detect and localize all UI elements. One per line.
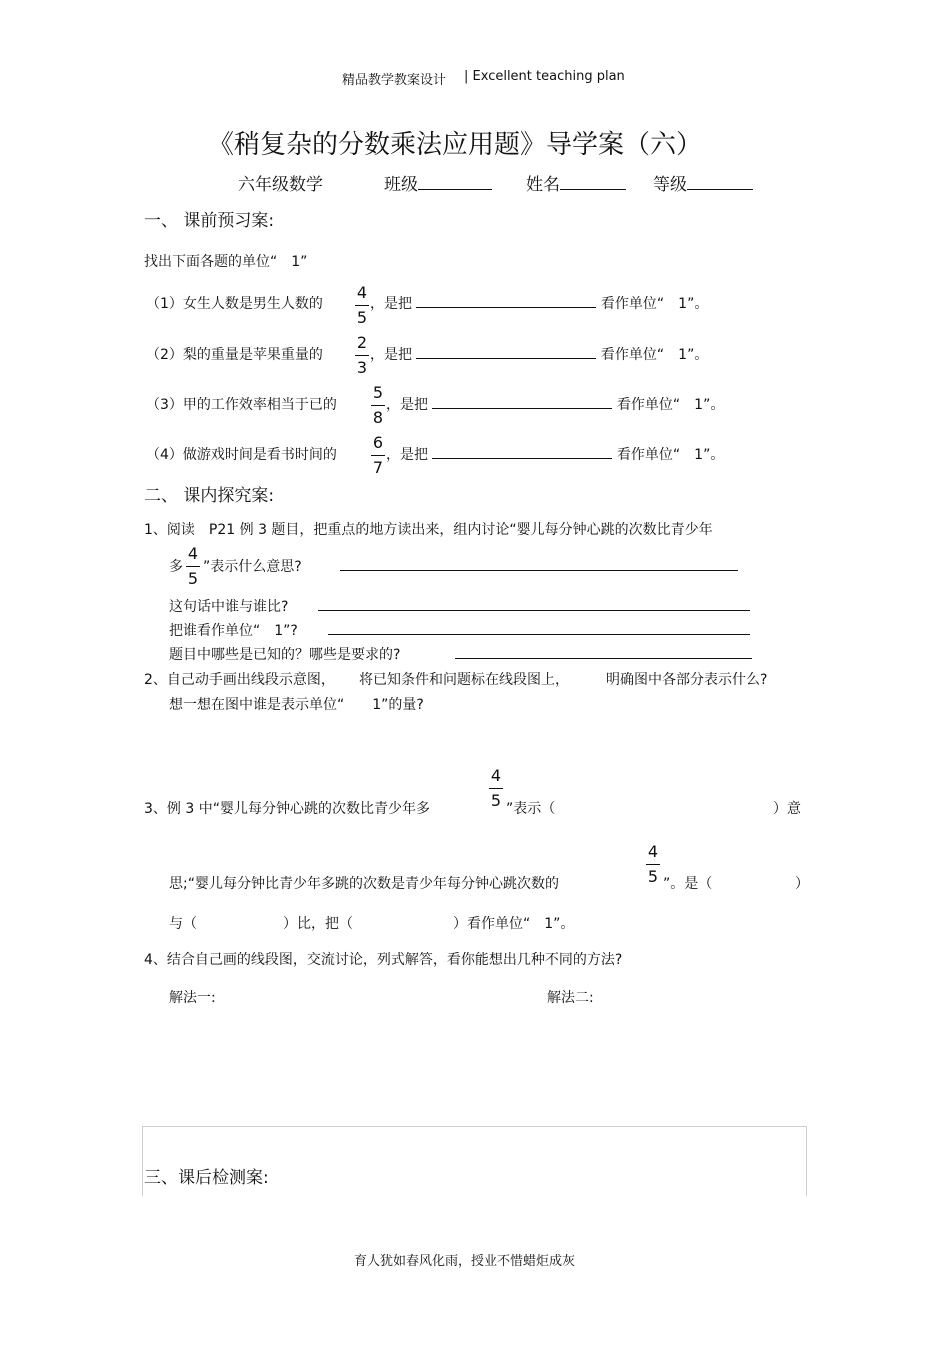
q3-numerator: 4 bbox=[490, 766, 502, 785]
name-field bbox=[526, 170, 626, 195]
item2-prefix: （2）梨的重量是苹果重量的 bbox=[146, 347, 323, 363]
item1-numerator: 4 bbox=[356, 283, 368, 302]
page-title: 《稍复杂的分数乘法应用题》导学案（六） bbox=[208, 130, 703, 160]
name-label: 姓名 bbox=[526, 175, 560, 195]
q2-line1b: 将已知条件和问题标在线段图上， bbox=[359, 672, 569, 688]
q1-answer-line bbox=[340, 570, 738, 571]
item3-prefix: （3）甲的工作效率相当于已的 bbox=[146, 397, 337, 413]
q1-line2-prefix: 多 bbox=[169, 559, 183, 575]
item3-denominator: 8 bbox=[372, 408, 384, 427]
level-field bbox=[653, 170, 753, 195]
item3-numerator: 5 bbox=[372, 383, 384, 402]
q3-denominator2: 5 bbox=[647, 867, 659, 886]
class-label: 班级 bbox=[384, 175, 418, 195]
item1-answer bbox=[370, 293, 708, 313]
q3-line3-b: ）比，把（ bbox=[283, 916, 353, 932]
item2-answer bbox=[370, 344, 708, 364]
q3-line2-end: ） bbox=[795, 876, 809, 892]
item2-fraction bbox=[354, 335, 370, 376]
item4-denominator: 7 bbox=[372, 458, 384, 477]
header-left: 精品教学教案设计 bbox=[342, 73, 447, 88]
item1-blank bbox=[416, 293, 596, 308]
section1-heading: 一、 课前预习案: bbox=[144, 211, 275, 231]
level-blank bbox=[687, 175, 753, 190]
q3-line2-prefix: 思;“婴儿每分钟比青少年多跳的次数是青少年每分钟心跳次数的 bbox=[169, 876, 559, 892]
q4-line1: 4、结合自己画的线段图，交流讨论，列式解答，看你能想出几种不同的方法? bbox=[144, 952, 623, 968]
q3-line2-suffix: ”。是（ bbox=[663, 876, 713, 892]
item4-blank bbox=[432, 444, 612, 459]
item1-mid: ，是把 bbox=[370, 296, 412, 312]
item4-mid: ，是把 bbox=[386, 447, 428, 463]
class-field bbox=[384, 170, 492, 195]
section3-box-left bbox=[142, 1126, 143, 1196]
item3-blank bbox=[432, 394, 612, 409]
q2-line1a: 2、自己动手画出线段示意图， bbox=[144, 672, 335, 688]
q1-line2-suffix: ”表示什么意思? bbox=[203, 559, 302, 575]
section3-box-right bbox=[806, 1126, 807, 1196]
item2-blank bbox=[416, 344, 596, 359]
q3-fraction2 bbox=[645, 844, 661, 885]
item2-denominator: 3 bbox=[356, 358, 368, 377]
item4-fraction bbox=[370, 435, 386, 476]
section1-intro: 找出下面各题的单位“ 1” bbox=[144, 254, 308, 270]
item3-mid: ，是把 bbox=[386, 397, 428, 413]
section3-box-top bbox=[142, 1126, 807, 1127]
q4-method2: 解法二: bbox=[547, 990, 594, 1006]
q2-line1c: 明确图中各部分表示什么? bbox=[606, 672, 768, 688]
item2-suffix: 看作单位“ 1”。 bbox=[600, 347, 709, 363]
section3-heading: 三、课后检测案: bbox=[144, 1168, 269, 1188]
class-blank bbox=[418, 175, 492, 190]
q1-sub3-line bbox=[455, 658, 752, 659]
q1-sub1: 这句话中谁与谁比? bbox=[169, 599, 289, 615]
q3-line3-a: 与（ bbox=[169, 916, 197, 932]
q1-line1: 1、阅读 P21 例 3 题目，把重点的地方读出来，组内讨论“婴儿每分钟心跳的次数比青少年 bbox=[144, 522, 713, 538]
q1-numerator: 4 bbox=[187, 544, 199, 563]
name-blank bbox=[560, 175, 626, 190]
section2-heading: 二、 课内探究案: bbox=[144, 486, 275, 506]
header-right: | Excellent teaching plan bbox=[464, 69, 625, 84]
q1-sub1-line bbox=[318, 610, 750, 611]
q4-method1: 解法一: bbox=[169, 990, 216, 1006]
item4-suffix: 看作单位“ 1”。 bbox=[616, 447, 725, 463]
q3-end: ）意 bbox=[773, 801, 801, 817]
item3-fraction bbox=[370, 385, 386, 426]
q1-sub2-line bbox=[328, 634, 750, 635]
q3-line3-c: ）看作单位“ 1”。 bbox=[453, 916, 575, 932]
q1-sub2: 把谁看作单位“ 1”? bbox=[169, 623, 298, 639]
footer-motto: 育人犹如春风化雨，授业不惜蜡炬成灰 bbox=[354, 1254, 576, 1269]
item1-prefix: （1）女生人数是男生人数的 bbox=[146, 296, 323, 312]
q3-suffix: ”表示（ bbox=[506, 801, 556, 817]
item2-mid: ，是把 bbox=[370, 347, 412, 363]
q1-fraction bbox=[185, 546, 201, 587]
item4-answer bbox=[386, 444, 724, 464]
q3-fraction bbox=[488, 768, 504, 809]
item3-suffix: 看作单位“ 1”。 bbox=[616, 397, 725, 413]
item1-denominator: 5 bbox=[356, 308, 368, 327]
q1-denominator: 5 bbox=[187, 569, 199, 588]
q3-numerator2: 4 bbox=[647, 842, 659, 861]
item1-suffix: 看作单位“ 1”。 bbox=[600, 296, 709, 312]
q3-denominator: 5 bbox=[490, 791, 502, 810]
item3-answer bbox=[386, 394, 724, 414]
item1-fraction bbox=[354, 285, 370, 326]
level-label: 等级 bbox=[653, 175, 687, 195]
q3-prefix: 3、例 3 中“婴儿每分钟心跳的次数比青少年多 bbox=[144, 801, 430, 817]
q2-line2: 想一想在图中谁是表示单位“ 1”的量? bbox=[169, 697, 424, 713]
q1-sub3: 题目中哪些是已知的？哪些是要求的? bbox=[169, 647, 401, 663]
item2-numerator: 2 bbox=[356, 333, 368, 352]
item4-numerator: 6 bbox=[372, 433, 384, 452]
item4-prefix: （4）做游戏时间是看书时间的 bbox=[146, 447, 337, 463]
grade-subject: 六年级数学 bbox=[238, 175, 323, 195]
